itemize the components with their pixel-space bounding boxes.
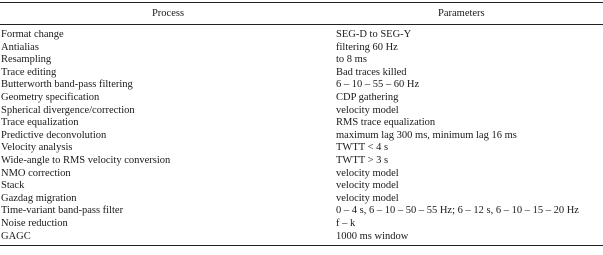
process-cell: Geometry specification xyxy=(1,91,100,103)
processing-parameters-table xyxy=(0,2,603,246)
parameters-cell: 1000 ms window xyxy=(336,231,603,246)
parameters-cell: velocity model xyxy=(336,104,399,116)
table-row xyxy=(0,105,603,118)
table-row xyxy=(0,142,603,155)
table-row xyxy=(0,231,603,246)
parameters-cell: velocity model xyxy=(336,192,399,204)
parameters-cell: Bad traces killed xyxy=(336,66,407,78)
table-row xyxy=(0,79,603,92)
table-row xyxy=(0,25,603,42)
parameters-cell: 6 – 10 – 55 – 60 Hz xyxy=(336,79,420,91)
parameters-cell: SEG-D to SEG-Y xyxy=(336,29,412,40)
parameters-cell: f – k xyxy=(336,217,356,229)
table-row xyxy=(0,130,603,143)
process-cell: Butterworth band-pass filtering xyxy=(1,79,133,91)
process-cell: Antialias xyxy=(1,41,39,53)
process-cell: NMO correction xyxy=(1,167,71,179)
header-row xyxy=(0,3,603,25)
parameters-cell: RMS trace equalization xyxy=(336,117,436,129)
parameters-cell: TWTT < 4 s xyxy=(336,142,389,154)
header-parameters: Parameters xyxy=(438,7,485,19)
parameters-cell: to 8 ms xyxy=(336,54,367,66)
parameters-cell: filtering 60 Hz xyxy=(336,41,398,53)
process-cell: Spherical divergence/correction xyxy=(1,104,135,116)
table-row xyxy=(0,54,603,67)
table-row xyxy=(0,168,603,181)
process-cell: Stack xyxy=(1,180,25,192)
table-row xyxy=(0,92,603,105)
table-row xyxy=(0,155,603,168)
process-cell: Trace editing xyxy=(1,66,57,78)
process-cell: Wide-angle to RMS velocity conversion xyxy=(1,154,171,166)
table-row xyxy=(0,67,603,80)
table-row xyxy=(0,117,603,130)
process-cell: Velocity analysis xyxy=(1,142,73,154)
parameters-cell: 0 – 4 s, 6 – 10 – 50 – 55 Hz; 6 – 12 s, 6 – 10 – 15 – 20 Hz xyxy=(336,205,579,217)
process-cell: Noise reduction xyxy=(1,217,68,229)
process-cell: Gazdag migration xyxy=(1,192,77,204)
table-row xyxy=(0,193,603,206)
parameters-cell: CDP gathering xyxy=(336,91,399,103)
table-row xyxy=(0,205,603,218)
parameters-cell: TWTT > 3 s xyxy=(336,154,389,166)
header-process: Process xyxy=(151,7,185,19)
table-body xyxy=(0,25,603,246)
parameters-cell: maximum lag 300 ms, minimum lag 16 ms xyxy=(336,129,517,141)
table-row xyxy=(0,218,603,231)
process-cell: GAGC xyxy=(0,231,336,246)
process-cell: Time-variant band-pass filter xyxy=(1,205,124,217)
table-row xyxy=(0,42,603,55)
parameters-cell: velocity model xyxy=(336,167,399,179)
process-cell: Predictive deconvolution xyxy=(1,129,107,141)
process-cell: Format change xyxy=(1,29,64,40)
process-cell: Trace equalization xyxy=(1,117,79,129)
table-header xyxy=(0,3,603,25)
table-row xyxy=(0,180,603,193)
parameters-cell: velocity model xyxy=(336,180,399,192)
process-cell: Resampling xyxy=(1,54,52,66)
